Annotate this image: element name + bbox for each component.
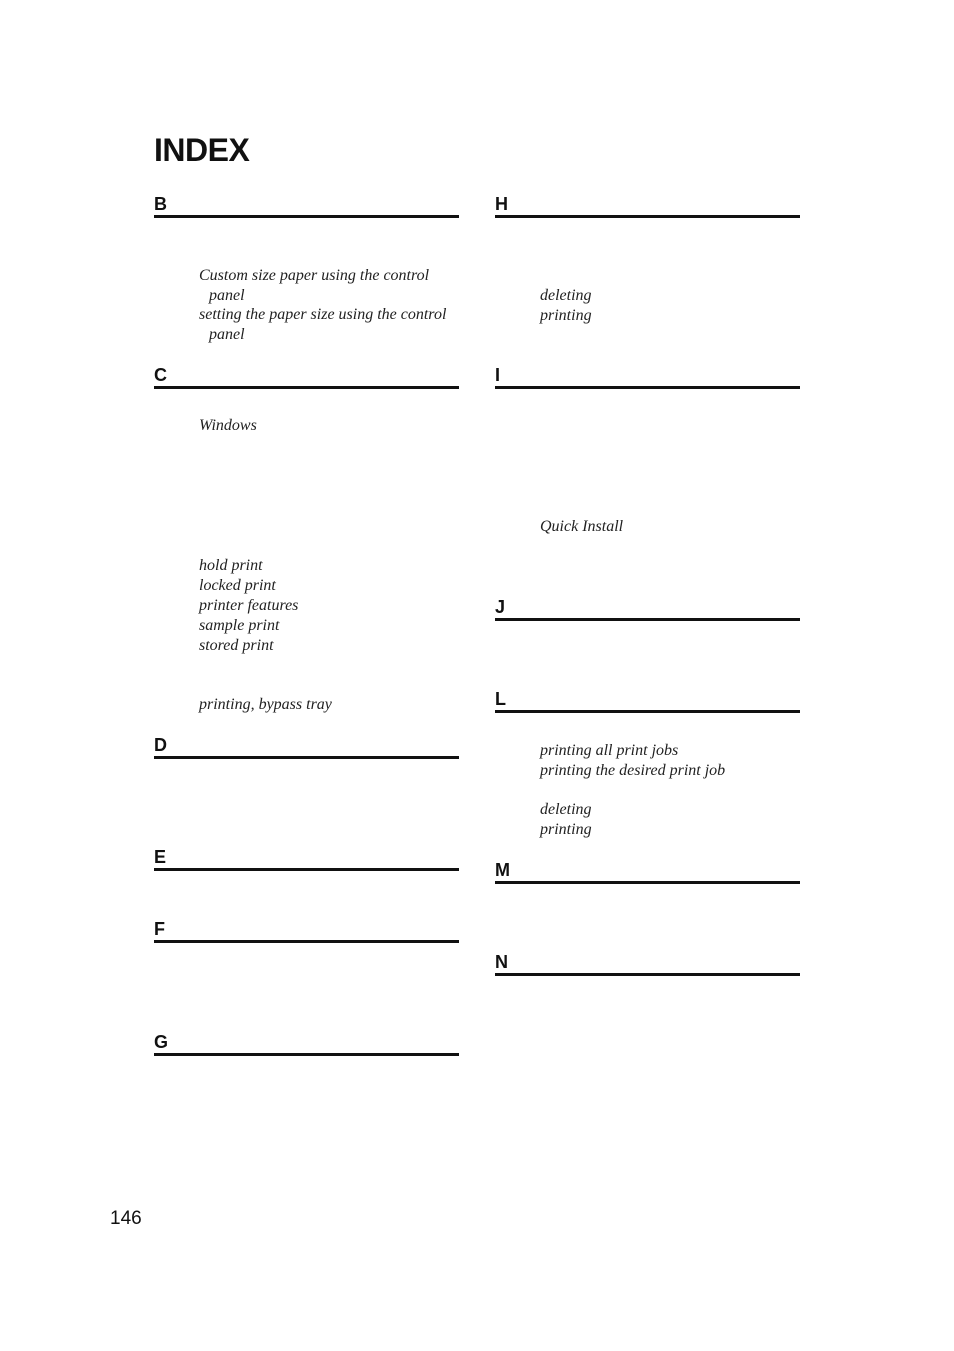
page-title: INDEX: [154, 132, 250, 168]
section-heading-c: C: [154, 365, 459, 389]
section-heading-d: D: [154, 735, 459, 759]
index-entry: deleting: [540, 801, 592, 818]
index-entry: printing, bypass tray: [199, 696, 332, 713]
index-entry: printing: [540, 821, 592, 838]
index-entry: Windows: [199, 417, 257, 434]
section-heading-b: B: [154, 194, 459, 218]
page-number: 146: [110, 1208, 142, 1229]
index-entry: locked print: [199, 577, 276, 594]
section-heading-e: E: [154, 847, 459, 871]
section-heading-n: N: [495, 952, 800, 976]
section-heading-f: F: [154, 919, 459, 943]
index-entry: Custom size paper using the control: [199, 267, 430, 284]
section-heading-l: L: [495, 689, 800, 713]
index-entry: printing the desired print job: [540, 762, 726, 779]
section-heading-i: I: [495, 365, 800, 389]
index-entry: printing all print jobs: [540, 742, 679, 759]
index-entry: sample print: [199, 617, 280, 634]
index-entry: hold print: [199, 557, 263, 574]
section-heading-g: G: [154, 1032, 459, 1056]
index-entry: printer features: [199, 597, 299, 614]
section-heading-j: J: [495, 597, 800, 621]
section-heading-m: M: [495, 860, 800, 884]
index-column-left: [154, 0, 459, 1351]
index-column-right: [495, 0, 800, 1351]
index-entry: printing: [540, 307, 592, 324]
index-entry: deleting: [540, 287, 592, 304]
section-heading-h: H: [495, 194, 800, 218]
index-entry: Quick Install: [540, 518, 624, 535]
index-entry: stored print: [199, 637, 274, 654]
index-entry: panel: [209, 287, 245, 304]
index-entry: panel: [209, 326, 245, 343]
index-entry: setting the paper size using the control: [199, 306, 447, 323]
